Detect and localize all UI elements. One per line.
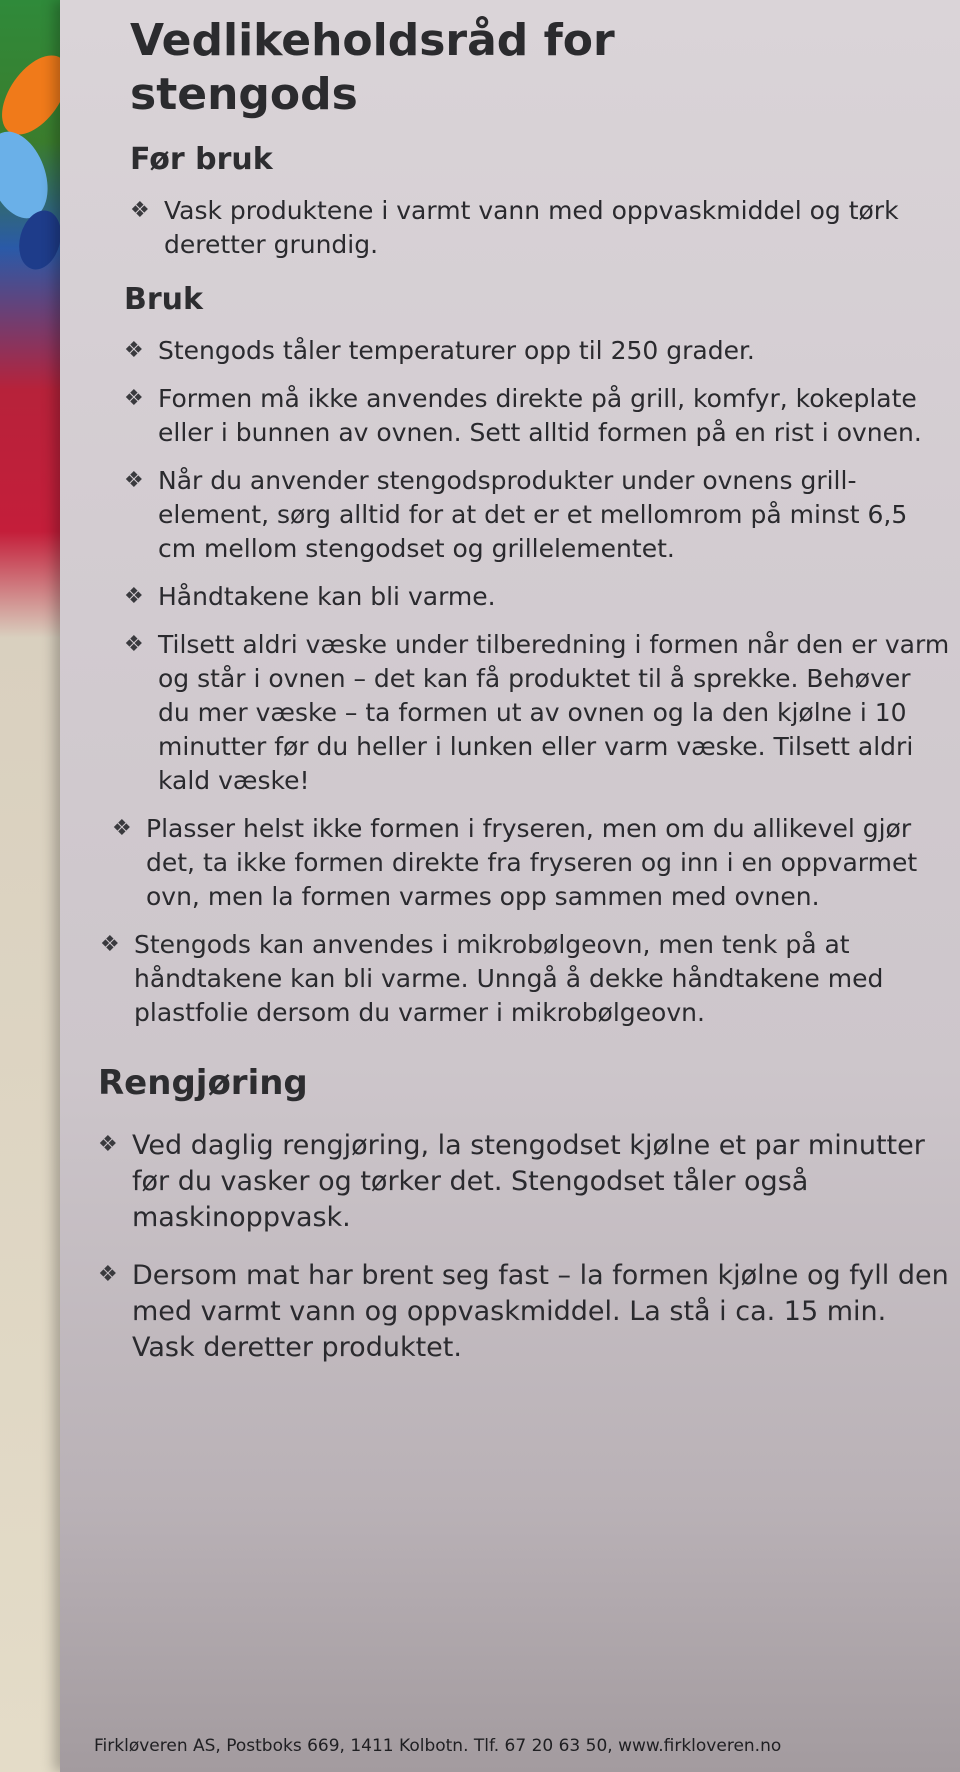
diamond-bullet-icon: ❖ bbox=[100, 932, 120, 957]
list-item bbox=[124, 382, 950, 450]
item-text: Formen må ikke anvendes direkte på grill, komfyr, kokeplate eller i bunnen av ovnen. Sett alltid formen på en rist i ovnen. bbox=[158, 384, 922, 447]
diamond-bullet-icon: ❖ bbox=[98, 1132, 118, 1157]
list-item bbox=[98, 1128, 950, 1236]
item-text: Håndtakene kan bli varme. bbox=[158, 582, 496, 611]
list-item bbox=[124, 464, 950, 566]
item-text: Plasser helst ikke formen i fryseren, men om du allikevel gjør det, ta ikke formen direkte fra fryseren og inn i en oppvarmet ovn, men la formen varmes opp sammen med ovnen. bbox=[146, 814, 918, 911]
item-text: Tilsett aldri væske under tilberedning i formen når den er varm og står i ovnen – det kan få produktet til å sprekke. Behøver du mer væske – ta formen ut av ovnen og la den kjølne i 10 minutter før du heller i lunken eller varm væske. Tilsett aldri kald væske! bbox=[158, 630, 950, 795]
item-text: Vask produktene i varmt vann med oppvaskmiddel og tørk deretter grundig. bbox=[164, 196, 899, 259]
section-bruk bbox=[100, 280, 950, 1030]
section-rengjoring bbox=[98, 1060, 950, 1366]
instruction-card bbox=[60, 0, 960, 1772]
diamond-bullet-icon: ❖ bbox=[124, 632, 144, 657]
section-heading: Bruk bbox=[124, 282, 203, 317]
section-heading: Rengjøring bbox=[98, 1063, 308, 1103]
item-text: Ved daglig rengjøring, la stengodset kjølne et par minutter før du vasker og tørker det. Stengodset tåler også maskinoppvask. bbox=[132, 1130, 925, 1233]
card-content bbox=[100, 14, 950, 1366]
diamond-bullet-icon: ❖ bbox=[130, 198, 150, 223]
diamond-bullet-icon: ❖ bbox=[124, 338, 144, 363]
list-item bbox=[124, 628, 950, 798]
diamond-bullet-icon: ❖ bbox=[124, 386, 144, 411]
item-text: Dersom mat har brent seg fast – la formen kjølne og fyll den med varmt vann og oppvaskmiddel. La stå i ca. 15 min. Vask deretter produktet. bbox=[132, 1260, 949, 1363]
list-item bbox=[98, 1258, 950, 1366]
item-text: Stengods tåler temperaturer opp til 250 grader. bbox=[158, 336, 755, 365]
list-item bbox=[100, 928, 950, 1030]
page-title: Vedlikeholdsråd for stengods bbox=[130, 15, 615, 120]
list-item bbox=[124, 334, 950, 368]
diamond-bullet-icon: ❖ bbox=[124, 468, 144, 493]
section-for-bruk bbox=[130, 140, 950, 262]
list-item bbox=[112, 812, 950, 914]
item-text: Stengods kan anvendes i mikrobølgeovn, men tenk på at håndtakene kan bli varme. Unngå å dekke håndtakene med plastfolie dersom du varmer i mikrobølgeovn. bbox=[134, 930, 884, 1027]
diamond-bullet-icon: ❖ bbox=[98, 1262, 118, 1287]
diamond-bullet-icon: ❖ bbox=[112, 816, 132, 841]
item-text: Når du anvender stengodsprodukter under ovnens grillelement, sørg alltid for at det er et mellomrom på minst 6,5 cm mellom stengodset og grillelementet. bbox=[158, 466, 908, 563]
section-heading: Før bruk bbox=[130, 142, 273, 177]
diamond-bullet-icon: ❖ bbox=[124, 584, 144, 609]
footer-contact: Firkløveren AS, Postboks 669, 1411 Kolbotn. Tlf. 67 20 63 50, www.firkloveren.no bbox=[94, 1736, 782, 1756]
list-item bbox=[124, 580, 950, 614]
list-item bbox=[130, 194, 950, 262]
